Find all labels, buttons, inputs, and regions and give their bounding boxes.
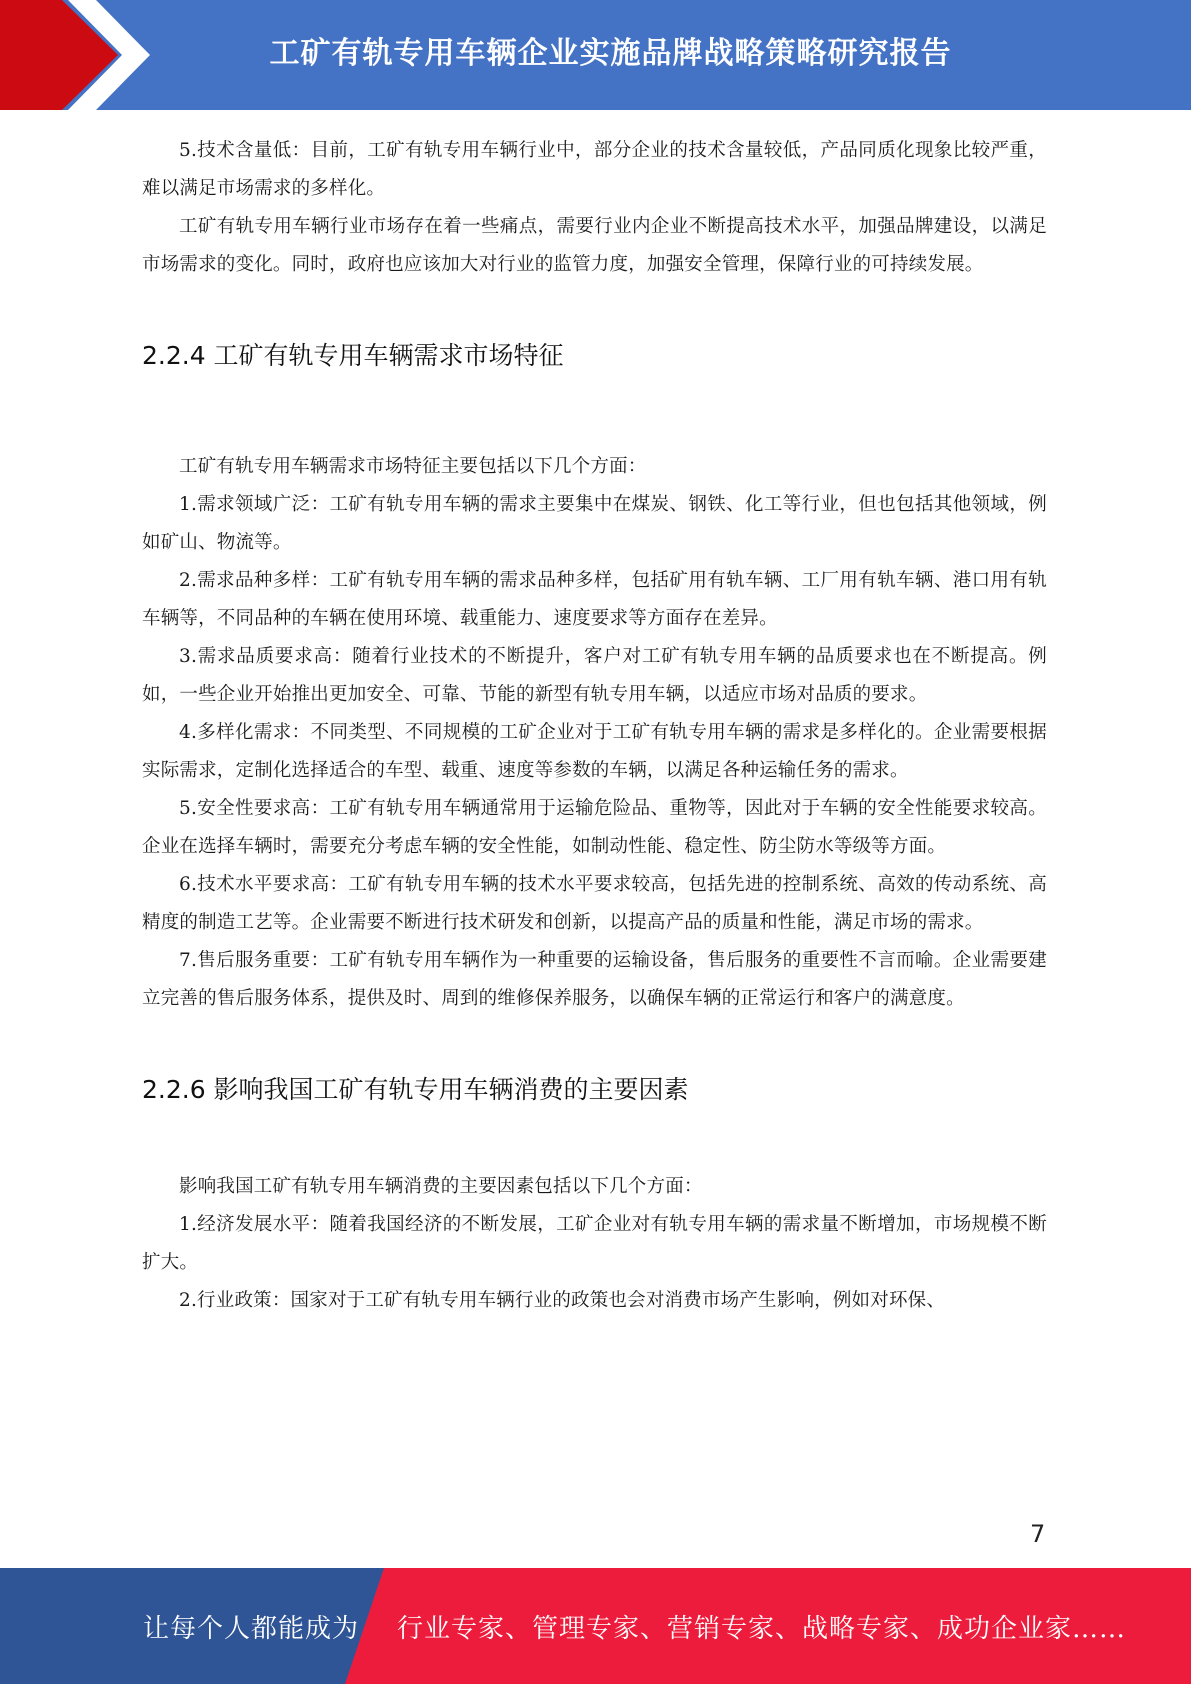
paragraph: 工矿有轨专用车辆需求市场特征主要包括以下几个方面： (179, 456, 647, 477)
paragraph: 7.售后服务重要：工矿有轨专用车辆作为一种重要的运输设备，售后服务的重要性不言而喻。企业需要建立完善的售后服务体系，提供及时、周到的维修保养服务，以确保车辆的正常运行和客户的满意度。 (142, 950, 1047, 1009)
section-heading: 2.2.4 工矿有轨专用车辆需求市场特征 (142, 341, 564, 370)
paragraph: 工矿有轨专用车辆行业市场存在着一些痛点，需要行业内企业不断提高技术水平，加强品牌建设，以满足市场需求的变化。同时，政府也应该加大对行业的监管力度，加强安全管理，保障行业的可持续发展。 (142, 216, 1047, 275)
report-title: 工矿有轨专用车辆企业实施品牌战略策略研究报告 (269, 36, 952, 71)
section-heading: 2.2.6 影响我国工矿有轨专用车辆消费的主要因素 (142, 1075, 689, 1104)
footer-slogan-left: 让每个人都能成为 (143, 1613, 360, 1644)
document-body (142, 132, 1047, 1320)
paragraph: 1.经济发展水平：随着我国经济的不断发展，工矿企业对有轨专用车辆的需求量不断增加，市场规模不断扩大。 (142, 1214, 1047, 1273)
paragraph: 2.行业政策：国家对于工矿有轨专用车辆行业的政策也会对消费市场产生影响，例如对环保、 (179, 1290, 946, 1311)
paragraph: 影响我国工矿有轨专用车辆消费的主要因素包括以下几个方面： (179, 1176, 703, 1197)
footer-slogan-right: 行业专家、管理专家、营销专家、战略专家、成功企业家…… (397, 1613, 1127, 1644)
header-banner (0, 0, 1191, 110)
paragraph: 2.需求品种多样：工矿有轨专用车辆的需求品种多样，包括矿用有轨车辆、工厂用有轨车辆、港口用有轨车辆等，不同品种的车辆在使用环境、载重能力、速度要求等方面存在差异。 (142, 570, 1047, 629)
paragraph: 4.多样化需求：不同类型、不同规模的工矿企业对于工矿有轨专用车辆的需求是多样化的。企业需要根据实际需求，定制化选择适合的车型、载重、速度等参数的车辆，以满足各种运输任务的需求。 (142, 722, 1047, 781)
paragraph: 3.需求品质要求高：随着行业技术的不断提升，客户对工矿有轨专用车辆的品质要求也在不断提高。例如，一些企业开始推出更加安全、可靠、节能的新型有轨专用车辆，以适应市场对品质的要求。 (142, 646, 1047, 705)
paragraph: 5.安全性要求高：工矿有轨专用车辆通常用于运输危险品、重物等，因此对于车辆的安全性能要求较高。企业在选择车辆时，需要充分考虑车辆的安全性能，如制动性能、稳定性、防尘防水等级等方面。 (142, 798, 1047, 857)
page-number: 7 (1030, 1520, 1046, 1548)
paragraph: 5.技术含量低：目前，工矿有轨专用车辆行业中，部分企业的技术含量较低，产品同质化现象比较严重，难以满足市场需求的多样化。 (142, 140, 1047, 199)
footer-banner (0, 1568, 1191, 1684)
paragraph: 1.需求领域广泛：工矿有轨专用车辆的需求主要集中在煤炭、钢铁、化工等行业，但也包括其他领域，例如矿山、物流等。 (142, 494, 1047, 553)
paragraph: 6.技术水平要求高：工矿有轨专用车辆的技术水平要求较高，包括先进的控制系统、高效的传动系统、高精度的制造工艺等。企业需要不断进行技术研发和创新，以提高产品的质量和性能，满足市场的需求。 (142, 874, 1047, 933)
